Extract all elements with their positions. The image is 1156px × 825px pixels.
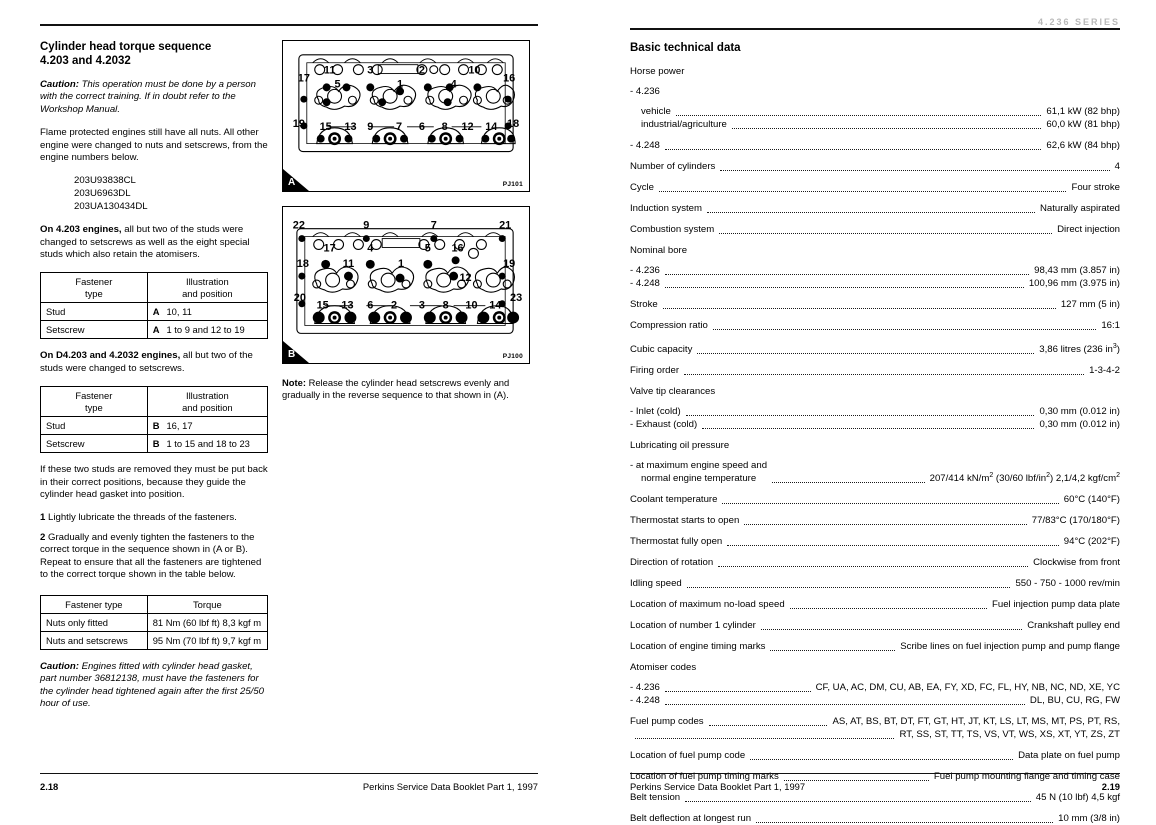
left-footer-rule [40, 773, 538, 774]
spec-label: - 4.236 [630, 265, 660, 276]
right-page-number: 2.19 [1101, 781, 1120, 792]
spec-value: 4 [1114, 161, 1120, 172]
table-b-header-illustration-line1: Illustration [185, 390, 229, 402]
spec-value: 60,0 kW (81 bhp) [1046, 119, 1120, 130]
spec-label: - 4.236 [630, 682, 660, 693]
spec-value: Naturally aspirated [1040, 203, 1120, 214]
spec-row [630, 224, 1120, 236]
svg-text:5: 5 [424, 242, 431, 255]
paragraph-d4203-engines [40, 350, 268, 375]
table-b-cell-type: Stud [41, 417, 148, 435]
page-title-line1: Cylinder head torque sequence [40, 41, 212, 53]
note-text: Release the cylinder head setscrews evenly and gradually in the reverse sequence to that shown in (A). [282, 377, 510, 401]
illustration-position: 1 to 15 and 18 to 23 [166, 438, 250, 450]
spec-row [630, 278, 1120, 290]
svg-text:8: 8 [442, 299, 449, 312]
table-row [41, 435, 268, 453]
spec-label-line2: normal engine temperature [641, 472, 757, 484]
spec-label [630, 460, 767, 485]
table-header-row [41, 387, 268, 417]
left-footer-title: Perkins Service Data Booklet Part 1, 1997 [362, 781, 538, 792]
caution-training-text: This operation must be done by a person with the correct training. If in doubt refer to the Workshop Manual. [40, 79, 256, 115]
spec-value: 45 N (10 lbf) 4,5 kgf [1035, 792, 1120, 803]
table-b-header-type-line1: Fastener [75, 390, 113, 402]
spec-value: 127 mm (5 in) [1060, 299, 1120, 310]
paragraph-d4203-lead: On D4.203 and 4.2032 engines, [40, 350, 181, 362]
figure-b-corner-wedge [283, 341, 309, 363]
svg-text:4: 4 [450, 78, 457, 91]
spec-value: RT, SS, ST, TT, TS, VS, VT, WS, XS, XT, YT, ZS, ZT [899, 729, 1120, 740]
table-a-cell-position [147, 303, 267, 321]
spec-row [630, 536, 1120, 548]
svg-text:17: 17 [323, 242, 336, 255]
caution-training [40, 79, 268, 116]
svg-text:22: 22 [292, 219, 305, 232]
spec-value: CF, UA, AC, DM, CU, AB, EA, FY, XD, FC, FL, HY, NB, NC, ND, XE, YC [815, 682, 1120, 693]
svg-text:1: 1 [397, 78, 404, 91]
figure-b-drawing [283, 207, 529, 363]
note-label: Note: [282, 377, 306, 388]
table-header-row [41, 595, 268, 614]
caution-gasket [40, 661, 268, 711]
spec-label: - 4.248 [630, 695, 660, 706]
svg-text:12: 12 [461, 120, 474, 133]
svg-text:18: 18 [296, 258, 309, 271]
spec-leader-dots [756, 821, 1053, 823]
spec-leader-dots [665, 273, 1029, 275]
spec-leader-dots [709, 724, 828, 726]
spec-row [630, 106, 1120, 118]
table-a-header-type-line1: Fastener [75, 276, 113, 288]
table-a-header-illustration-line1: Illustration [185, 276, 229, 288]
spec-label: - 4.248 [630, 278, 660, 289]
spec-leader-dots [686, 414, 1035, 416]
svg-text:20: 20 [293, 291, 306, 304]
spec-value: Clockwise from front [1033, 557, 1120, 568]
torque-cell-type: Nuts and setscrews [41, 632, 148, 650]
table-b-cell-position [147, 435, 267, 453]
spec-group-heading: Valve tip clearances [630, 386, 716, 398]
spec-leader-dots [772, 481, 925, 483]
svg-text:3: 3 [418, 299, 425, 312]
spec-group-heading: Lubricating oil pressure [630, 440, 730, 452]
spec-leader-dots [676, 114, 1042, 116]
spec-leader-dots [790, 607, 987, 609]
right-footer-rule [630, 773, 1120, 774]
illustration-letter: A [152, 306, 160, 318]
paragraph-flame-protected: Flame protected engines still have all nuts. All other engine were changed to nuts and setscrews, from the engine numbers below. [40, 127, 268, 164]
table-b-cell-position [147, 417, 267, 435]
spec-value: Crankshaft pulley end [1027, 620, 1120, 631]
spec-value: 98,43 mm (3.857 in) [1034, 265, 1120, 276]
svg-text:23: 23 [510, 291, 523, 304]
spec-label: Firing order [630, 365, 680, 377]
spec-label: Belt tension [630, 792, 681, 803]
spec-row [630, 695, 1120, 707]
table-header-row [41, 273, 268, 303]
engine-number: 203UA130434DL [74, 200, 148, 212]
spec-label: Thermostat starts to open [630, 515, 740, 526]
spec-value: DL, BU, CU, RG, FW [1029, 695, 1120, 706]
spec-value: 60°C (140°F) [1063, 494, 1120, 505]
spec-leader-dots [697, 352, 1034, 354]
svg-text:6: 6 [418, 120, 425, 133]
spec-row [630, 460, 1120, 485]
spec-row [630, 557, 1120, 569]
spec-label: Cycle [630, 182, 654, 193]
paragraph-4203-lead: On 4.203 engines, [40, 224, 122, 236]
svg-text:10: 10 [465, 299, 478, 312]
right-footer-title: Perkins Service Data Booklet Part 1, 1997 [630, 781, 806, 792]
left-figure-column [282, 40, 530, 722]
spec-row [630, 641, 1120, 653]
right-page-top-rule [630, 28, 1120, 30]
table-b-header-illustration-line2: and position [182, 401, 233, 413]
svg-text:2: 2 [391, 299, 398, 312]
svg-text:7: 7 [430, 219, 437, 232]
spec-label: Direction of rotation [630, 557, 714, 568]
spec-leader-dots [684, 373, 1084, 375]
figure-b-cylinder-head-sequence [282, 206, 530, 364]
figure-b-label: B [288, 349, 296, 360]
illustration-letter: B [152, 420, 160, 432]
svg-text:18: 18 [507, 117, 520, 130]
spec-leader-dots [744, 523, 1026, 525]
svg-text:5: 5 [334, 78, 341, 91]
spec-value: 1-3-4-2 [1089, 365, 1120, 377]
paragraph-d4203-rest: all but two of the studs were changed to setscrews. [40, 350, 253, 374]
spec-value: Fuel injection pump data plate [992, 599, 1120, 610]
page-right [578, 0, 1156, 824]
left-page-footer [40, 773, 538, 792]
svg-text:6: 6 [367, 299, 374, 312]
spec-leader-dots [770, 649, 895, 651]
paragraph-4203-engines [40, 224, 268, 261]
spec-leader-dots [719, 232, 1052, 234]
spec-leader-dots [685, 800, 1031, 802]
table-a-cell-type: Stud [41, 303, 148, 321]
procedure-step-2 [40, 532, 268, 582]
step-number: 1 [40, 512, 46, 524]
svg-text:17: 17 [297, 72, 310, 85]
table-row [41, 632, 268, 650]
step-text: Gradually and evenly tighten the fasteners to the correct torque in the sequence shown in (A or B). Repeat to ensure that all the fasteners are tightened to the correct torque shown in the table below. [40, 531, 262, 581]
paragraph-studs-removed: If these two studs are removed they must be put back in their correct positions, because they guide the cylinder head gasket into position. [40, 464, 268, 501]
table-row [41, 614, 268, 632]
figure-a-label: A [288, 177, 296, 188]
spec-row [630, 729, 1120, 741]
specification-list [630, 66, 1120, 825]
spec-row [630, 161, 1120, 173]
svg-text:2: 2 [418, 64, 425, 77]
table-b-header-type-line2: type [84, 401, 103, 413]
table-b-header-illustration [147, 387, 267, 417]
spec-label: - Exhaust (cold) [630, 419, 698, 431]
spec-label: industrial/agriculture [641, 119, 727, 130]
spec-row [630, 813, 1120, 825]
step-text: Lightly lubricate the threads of the fasteners. [48, 512, 237, 524]
spec-value: 550 - 750 - 1000 rev/min [1015, 578, 1120, 589]
table-a-cell-position [147, 321, 267, 339]
torque-header-torque: Torque [147, 595, 267, 614]
svg-text:11: 11 [323, 64, 336, 77]
svg-text:1: 1 [398, 258, 405, 271]
svg-text:16: 16 [451, 242, 464, 255]
spec-leader-dots [722, 502, 1058, 504]
basic-technical-data-title: Basic technical data [630, 42, 741, 54]
spec-value: 10 mm (3/8 in) [1058, 813, 1120, 824]
spec-label: Belt deflection at longest run [630, 813, 752, 824]
table-a-header-illustration [147, 273, 267, 303]
fastener-table-a [40, 272, 268, 339]
running-header: 4.236 SERIES [1037, 17, 1120, 27]
table-a-header-type [41, 273, 148, 303]
torque-cell-type: Nuts only fitted [41, 614, 148, 632]
engine-number: 203U93838CL [74, 175, 136, 187]
spec-leader-dots [665, 286, 1024, 288]
spec-label: - Inlet (cold) [630, 406, 681, 418]
torque-cell-value: 81 Nm (60 lbf ft) 8,3 kgf m [147, 614, 267, 632]
spec-label: Cubic capacity [630, 344, 693, 356]
table-row [41, 303, 268, 321]
spec-label: Induction system [630, 203, 702, 214]
svg-text:3: 3 [367, 64, 374, 77]
spec-row [630, 365, 1120, 377]
table-b-header-type [41, 387, 148, 417]
svg-text:14: 14 [485, 120, 498, 133]
spec-row [630, 750, 1120, 762]
spec-row [630, 682, 1120, 694]
spec-leader-dots [761, 628, 1022, 630]
table-a-header-illustration-line2: and position [182, 287, 233, 299]
spec-value: 3,86 litres (236 $in^3$) [1039, 343, 1120, 356]
spec-row [630, 265, 1120, 277]
spec-leader-dots [665, 690, 811, 692]
spec-row [630, 419, 1120, 431]
spec-value: Direct injection [1057, 224, 1120, 235]
spec-subheading: - 4.236 [630, 86, 660, 97]
spec-group-heading: Atomiser codes [630, 662, 697, 673]
table-a-header-type-line2: type [84, 287, 103, 299]
spec-label-line1: - at maximum engine speed and [630, 460, 768, 472]
page-left [0, 0, 578, 810]
figure-b-code: PJ100 [502, 353, 523, 360]
spec-leader-dots [713, 328, 1096, 330]
spec-leader-dots [718, 565, 1028, 567]
spec-row [630, 299, 1120, 311]
svg-text:10: 10 [468, 64, 481, 77]
spec-leader-dots [732, 127, 1042, 129]
spec-value: 77/83°C (170/180°F) [1031, 515, 1120, 526]
spec-leader-dots [727, 544, 1059, 546]
svg-text:15: 15 [316, 299, 329, 312]
spec-leader-dots [750, 758, 1013, 760]
spec-value: 0,30 mm (0.012 in) [1039, 406, 1120, 418]
spec-group-heading: Nominal bore [630, 245, 688, 256]
spec-leader-dots [665, 703, 1025, 705]
spec-row [630, 140, 1120, 152]
illustration-letter: A [152, 324, 160, 336]
spec-row [630, 406, 1120, 418]
svg-text:21: 21 [499, 219, 512, 232]
left-page-columns [40, 40, 538, 722]
svg-text:13: 13 [344, 120, 357, 133]
procedure-step-1 [40, 512, 268, 524]
spec-value: 61,1 kW (82 bhp) [1046, 106, 1120, 117]
spec-leader-dots [659, 190, 1066, 192]
spec-value: 207/414 $kN/m^2$ (30/60 lbf/$in^2$) 2,1/4,2 kgf/$cm^2$ [929, 471, 1120, 484]
illustration-position: 1 to 9 and 12 to 19 [166, 324, 245, 336]
spec-row [630, 792, 1120, 804]
left-footer-row [40, 781, 538, 792]
spec-row [630, 203, 1120, 215]
svg-text:19: 19 [292, 117, 305, 130]
svg-text:19: 19 [503, 258, 516, 271]
svg-text:11: 11 [342, 258, 355, 271]
spec-leader-dots [707, 211, 1035, 213]
spec-label: Number of cylinders [630, 161, 716, 172]
spec-label: Location of maximum no-load speed [630, 599, 785, 610]
right-page-footer [630, 773, 1120, 792]
spec-group-heading: Horse power [630, 66, 685, 77]
page-title [40, 40, 268, 68]
figure-a-cylinder-head-sequence [282, 40, 530, 192]
figure-a-corner-wedge [283, 169, 309, 191]
spec-value: 100,96 mm (3.975 in) [1028, 278, 1120, 289]
illustration-position: 16, 17 [166, 420, 193, 432]
spec-row [630, 320, 1120, 332]
spec-label: Compression ratio [630, 320, 708, 331]
left-page-number: 2.18 [40, 781, 59, 792]
torque-table [40, 595, 268, 651]
table-row [41, 417, 268, 435]
illustration-position: 10, 11 [166, 306, 192, 318]
spec-row [630, 341, 1120, 356]
spec-label: Idling speed [630, 578, 682, 589]
spec-value: 0,30 mm (0.012 in) [1039, 419, 1120, 431]
left-text-column [40, 40, 268, 722]
caution-gasket-text: Engines fitted with cylinder head gasket, part number 36812138, must have the fasteners for the cylinder head tightened again after the first 25/50 hour of use. [40, 661, 265, 710]
right-footer-row [630, 781, 1120, 792]
table-row [41, 321, 268, 339]
page-title-line2: 4.203 and 4.2032 [40, 55, 131, 67]
figure-a-code: PJ101 [502, 181, 523, 188]
spec-label: - 4.248 [630, 140, 660, 151]
spec-row [630, 716, 1120, 728]
svg-text:9: 9 [367, 120, 374, 133]
table-b-cell-type: Setscrew [41, 435, 148, 453]
spec-row [630, 494, 1120, 506]
spec-row [630, 620, 1120, 632]
svg-text:12: 12 [459, 272, 472, 285]
svg-text:14: 14 [489, 299, 502, 312]
spec-label: Thermostat fully open [630, 536, 723, 547]
engine-number-list [40, 175, 268, 213]
table-a-cell-type: Setscrew [41, 321, 148, 339]
spec-label: Coolant temperature [630, 494, 718, 505]
spec-value: 16:1 [1101, 320, 1120, 331]
spec-label: Fuel pump codes [630, 716, 704, 727]
spec-leader-dots [665, 148, 1042, 150]
step-number: 2 [40, 531, 46, 543]
paragraph-4203-rest: all but two of the studs were changed to setscrews as well as the eight special studs which also retain the atomisers. [40, 224, 250, 261]
spec-row [630, 515, 1120, 527]
spec-label: vehicle [641, 106, 671, 117]
spec-row [630, 578, 1120, 590]
caution-training-label: Caution: [40, 79, 79, 90]
svg-text:16: 16 [503, 72, 516, 85]
spec-label: Location of engine timing marks [630, 641, 766, 652]
spec-row [630, 182, 1120, 194]
spec-value: Scribe lines on fuel injection pump and pump flange [900, 641, 1120, 652]
fastener-table-b [40, 386, 268, 453]
spec-value: 62,6 kW (84 bhp) [1046, 140, 1120, 151]
left-page-top-rule [40, 24, 538, 26]
spec-value: Fuel pump mounting flange and timing case [933, 771, 1120, 782]
torque-cell-value: 95 Nm (70 lbf ft) 9,7 kgf m [147, 632, 267, 650]
torque-header-type: Fastener type [41, 595, 148, 614]
spec-value: 94°C (202°F) [1063, 536, 1120, 547]
spec-label: Location of number 1 cylinder [630, 620, 756, 631]
caution-gasket-label: Caution: [40, 661, 79, 672]
spec-leader-dots [663, 307, 1056, 309]
engine-number: 203U6963DL [74, 188, 131, 200]
figure-a-drawing [283, 41, 529, 191]
svg-text:13: 13 [341, 299, 354, 312]
svg-text:9: 9 [363, 219, 370, 232]
svg-text:8: 8 [441, 120, 448, 133]
spec-value: AS, AT, BS, BT, DT, FT, GT, HT, JT, KT, LS, LT, MS, MT, PS, PT, RS, [832, 716, 1120, 727]
spec-value: Four stroke [1071, 182, 1120, 193]
note-release-setscrews [282, 377, 530, 401]
spec-leader-dots [702, 427, 1034, 429]
svg-text:7: 7 [396, 120, 403, 133]
spec-label: Location of fuel pump timing marks [630, 771, 779, 782]
spec-leader-dots [635, 737, 894, 739]
spec-label: Combustion system [630, 224, 715, 235]
spec-leader-dots [720, 169, 1109, 171]
spec-value: Data plate on fuel pump [1018, 750, 1120, 761]
spec-row [630, 119, 1120, 131]
illustration-letter: B [152, 438, 160, 450]
spec-row [630, 599, 1120, 611]
spec-label: Location of fuel pump code [630, 750, 746, 761]
spec-leader-dots [687, 586, 1011, 588]
svg-text:15: 15 [319, 120, 332, 133]
spec-label: Stroke [630, 299, 658, 310]
svg-text:4: 4 [367, 242, 374, 255]
